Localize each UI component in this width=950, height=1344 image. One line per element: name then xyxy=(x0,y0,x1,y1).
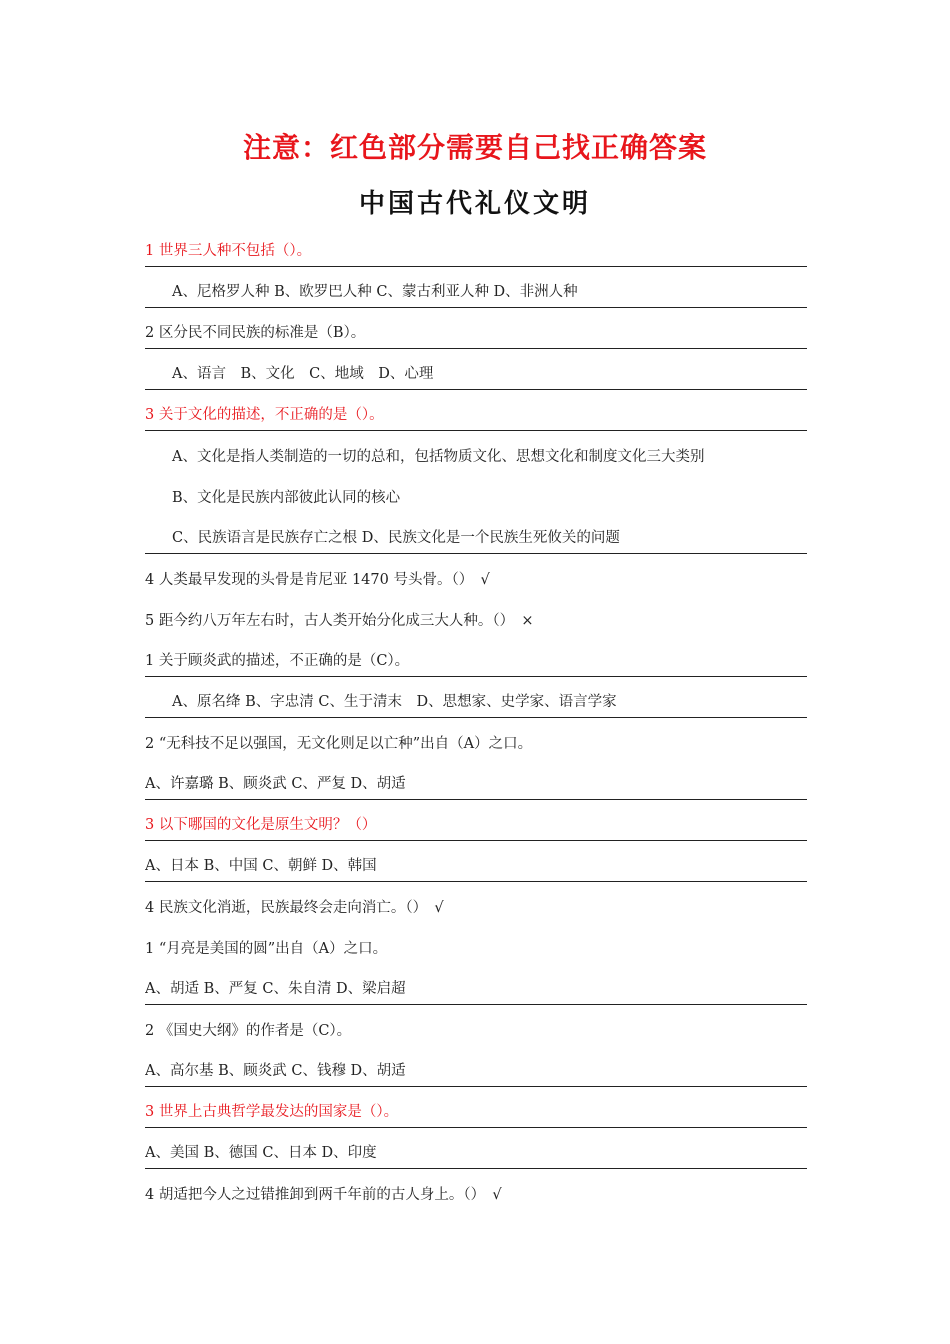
question-line xyxy=(145,882,807,923)
question-line-text: 3 世界上古典哲学最发达的国家是（）。 xyxy=(145,1104,399,1120)
question-line xyxy=(145,308,807,349)
question-line xyxy=(145,1005,807,1046)
question-line xyxy=(145,472,807,513)
question-line xyxy=(145,1169,807,1210)
question-line xyxy=(145,964,807,1005)
question-line xyxy=(145,1087,807,1128)
question-list xyxy=(145,226,807,1210)
question-line xyxy=(145,390,807,431)
question-line-text: 4 胡适把今人之过错推卸到两千年前的古人身上。（） √ xyxy=(145,1187,502,1203)
question-line-text: 1 世界三人种不包括（）。 xyxy=(145,243,312,259)
question-line-text: A、尼格罗人种 B、欧罗巴人种 C、蒙古利亚人种 D、非洲人种 xyxy=(172,284,578,300)
question-line-text: A、胡适 B、严复 C、朱自清 D、梁启超 xyxy=(145,981,406,997)
question-line xyxy=(145,841,807,882)
question-line xyxy=(145,1128,807,1169)
question-line-text: C、民族语言是民族存亡之根 D、民族文化是一个民族生死攸关的问题 xyxy=(172,530,620,546)
question-line-text: A、语言 B、文化 C、地域 D、心理 xyxy=(172,366,434,382)
question-line xyxy=(145,800,807,841)
question-line-text: 3 以下哪国的文化是原生文明？（） xyxy=(145,817,377,833)
question-line-text: 4 人类最早发现的头骨是肯尼亚 1470 号头骨。（） √ xyxy=(145,572,490,588)
question-line-text: 1 “月亮是美国的圆”出自（A）之口。 xyxy=(145,941,388,957)
question-line-text: A、原名绛 B、字忠清 C、生于清末 D、思想家、史学家、语言学家 xyxy=(172,694,617,710)
question-line xyxy=(145,718,807,759)
question-line-text: 2 区分民不同民族的标准是（B）。 xyxy=(145,325,366,341)
notice-heading: 注意：红色部分需要自己找正确答案 xyxy=(242,131,707,164)
question-line-text: 4 民族文化消逝，民族最终会走向消亡。（） √ xyxy=(145,900,444,916)
question-line-text: A、高尔基 B、顾炎武 C、钱穆 D、胡适 xyxy=(145,1063,406,1079)
question-line xyxy=(145,759,807,800)
document-title: 中国古代礼仪文明 xyxy=(358,189,591,219)
question-line xyxy=(145,349,807,390)
question-line xyxy=(145,636,807,677)
question-line-text: 3 关于文化的描述，不正确的是（）。 xyxy=(145,407,384,423)
question-line xyxy=(145,267,807,308)
question-line xyxy=(145,1046,807,1087)
question-line xyxy=(145,226,807,267)
question-line-text: B、文化是民族内部彼此认同的核心 xyxy=(172,490,401,506)
question-line-text: 5 距今约八万年左右时，古人类开始分化成三大人种。（） × xyxy=(145,613,534,629)
question-line-text: A、美国 B、德国 C、日本 D、印度 xyxy=(145,1145,377,1161)
question-line-text: A、许嘉璐 B、顾炎武 C、严复 D、胡适 xyxy=(145,776,406,792)
question-line xyxy=(145,595,807,636)
question-line-text: 2 “无科技不足以强国，无文化则足以亡种”出自（A）之口。 xyxy=(145,736,533,752)
question-line xyxy=(145,513,807,554)
question-line-text: A、日本 B、中国 C、朝鲜 D、韩国 xyxy=(145,858,377,874)
question-line xyxy=(145,431,807,472)
question-line-text: 2 《国史大纲》的作者是（C）。 xyxy=(145,1023,352,1039)
question-line xyxy=(145,923,807,964)
question-line-text: 1 关于顾炎武的描述，不正确的是（C）。 xyxy=(145,653,410,669)
question-line xyxy=(145,677,807,718)
question-line-text: A、文化是指人类制造的一切的总和，包括物质文化、思想文化和制度文化三大类别 xyxy=(172,449,705,465)
question-line xyxy=(145,554,807,595)
